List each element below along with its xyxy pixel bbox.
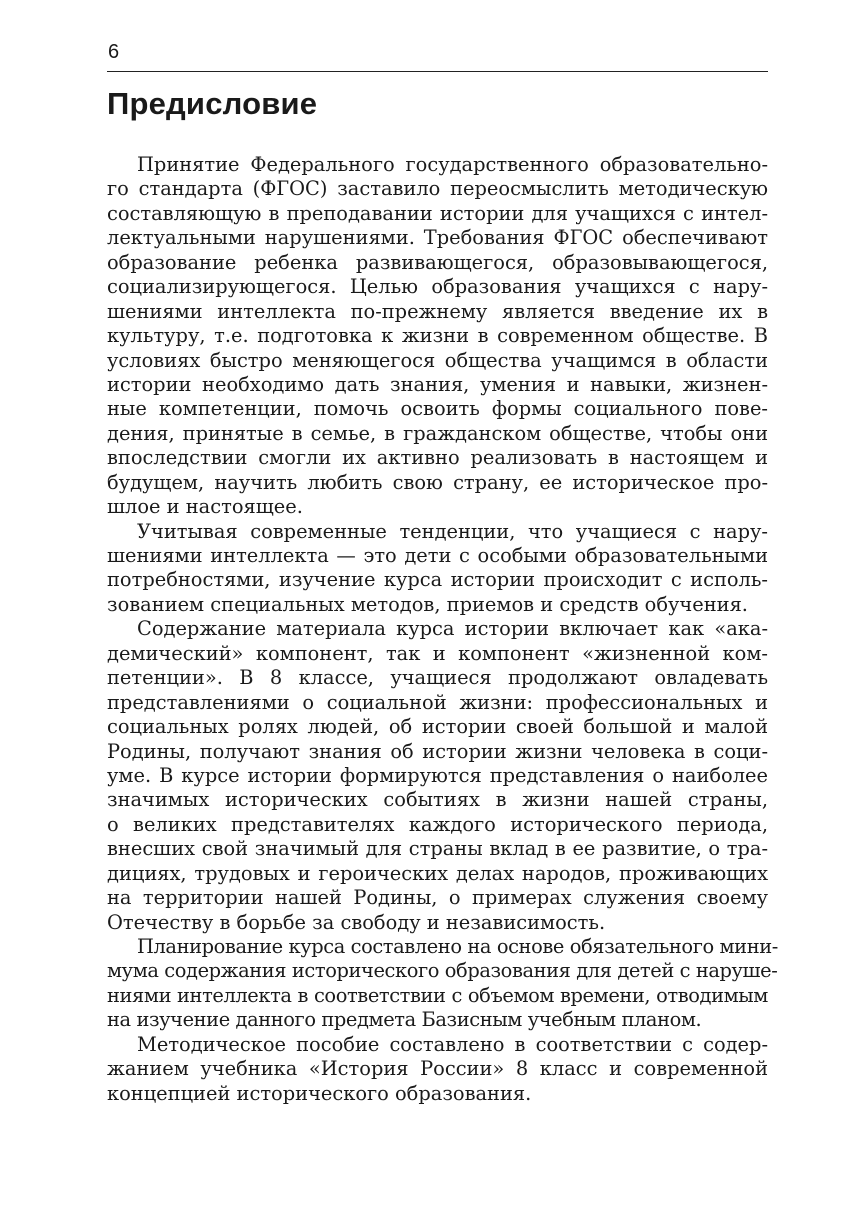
text-line: истории необходимо дать знания, умения и навыки, жизнен- bbox=[107, 372, 768, 396]
paragraph bbox=[107, 935, 778, 1033]
text-line: лектуальными нарушениями. Требования ФГОС обеспечивают bbox=[107, 226, 768, 250]
body-text bbox=[107, 153, 778, 1106]
text-line: впоследствии смогли их активно реализовать в настоящем и bbox=[107, 446, 768, 470]
text-line: концепцией исторического образования. bbox=[107, 1081, 532, 1105]
text-line: социальных ролях людей, об истории своей большой и малой bbox=[107, 715, 768, 739]
text-line: Принятие Федерального государственного образовательно- bbox=[137, 153, 768, 176]
text-line: ные компетенции, помочь освоить формы социального пове- bbox=[107, 397, 768, 421]
text-line: Планирование курса составлено на основе обязательного мини- bbox=[137, 935, 778, 958]
paragraph bbox=[107, 1033, 768, 1106]
text-line: дициях, трудовых и героических делах народов, проживающих bbox=[107, 861, 768, 885]
text-line: внесших свой значимый для страны вклад в ее развитие, о тра- bbox=[107, 837, 768, 861]
text-line: мума содержания исторического образования для детей с наруше- bbox=[107, 959, 778, 983]
document-page bbox=[107, 40, 778, 1106]
text-line: петенции». В 8 классе, учащиеся продолжают овладевать bbox=[107, 666, 768, 690]
text-line: Учитывая современные тенденции, что учащиеся с нару- bbox=[137, 519, 768, 543]
page-number: 6 bbox=[108, 41, 120, 63]
text-line: социализирующегося. Целью образования учащихся с нару- bbox=[107, 275, 768, 299]
page-title: Предисловие bbox=[107, 86, 318, 121]
text-line: шениями интеллекта — это дети с особыми образовательными bbox=[107, 544, 768, 567]
text-line: уме. В курсе истории формируются представления о наиболее bbox=[107, 763, 768, 787]
text-line: Методическое пособие составлено в соответствии с содер- bbox=[137, 1032, 768, 1056]
text-line: значимых исторических событиях в жизни нашей страны, bbox=[107, 788, 768, 812]
text-line: шлое и настоящее. bbox=[107, 495, 303, 519]
text-line: на территории нашей Родины, о примерах служения своему bbox=[107, 886, 768, 910]
text-line: жанием учебника «История России» 8 класс и современной bbox=[107, 1057, 768, 1081]
text-line: условиях быстро меняющегося общества учащимся в области bbox=[107, 348, 768, 372]
header-rule bbox=[107, 71, 768, 72]
text-line: демический» компонент, так и компонент «жизненной ком- bbox=[107, 641, 768, 665]
text-line: культуру, т.е. подготовка к жизни в современном обществе. В bbox=[107, 324, 768, 348]
text-line: Содержание материала курса истории включает как «ака- bbox=[137, 617, 768, 641]
text-line: о великих представителях каждого исторического периода, bbox=[107, 812, 768, 836]
paragraph bbox=[107, 617, 768, 935]
text-line: будущем, научить любить свою страну, ее историческое про- bbox=[107, 470, 768, 494]
text-line: представлениями о социальной жизни: профессиональных и bbox=[107, 690, 768, 714]
text-line: потребностями, изучение курса истории происходит с исполь- bbox=[107, 568, 768, 592]
text-line: зованием специальных методов, приемов и средств обучения. bbox=[107, 592, 748, 616]
text-line: составляющую в преподавании истории для учащихся с интел- bbox=[107, 201, 768, 225]
text-line: на изучение данного предмета Базисным учебным планом. bbox=[107, 1008, 702, 1032]
text-line: ниями интеллекта в соответствии с объемом времени, отводимым bbox=[107, 983, 768, 1007]
text-line: образование ребенка развивающегося, образовывающегося, bbox=[107, 250, 768, 274]
paragraph bbox=[107, 520, 768, 618]
text-line: Отечеству в борьбе за свободу и независимость. bbox=[107, 910, 606, 934]
text-line: дения, принятые в семье, в гражданском обществе, чтобы они bbox=[107, 421, 768, 445]
paragraph bbox=[107, 153, 768, 520]
text-line: Родины, получают знания об истории жизни человека в соци- bbox=[107, 739, 768, 763]
text-line: шениями интеллекта по-прежнему является введение их в bbox=[107, 299, 768, 323]
text-line: го стандарта (ФГОС) заставило переосмыслить методическую bbox=[107, 177, 768, 201]
